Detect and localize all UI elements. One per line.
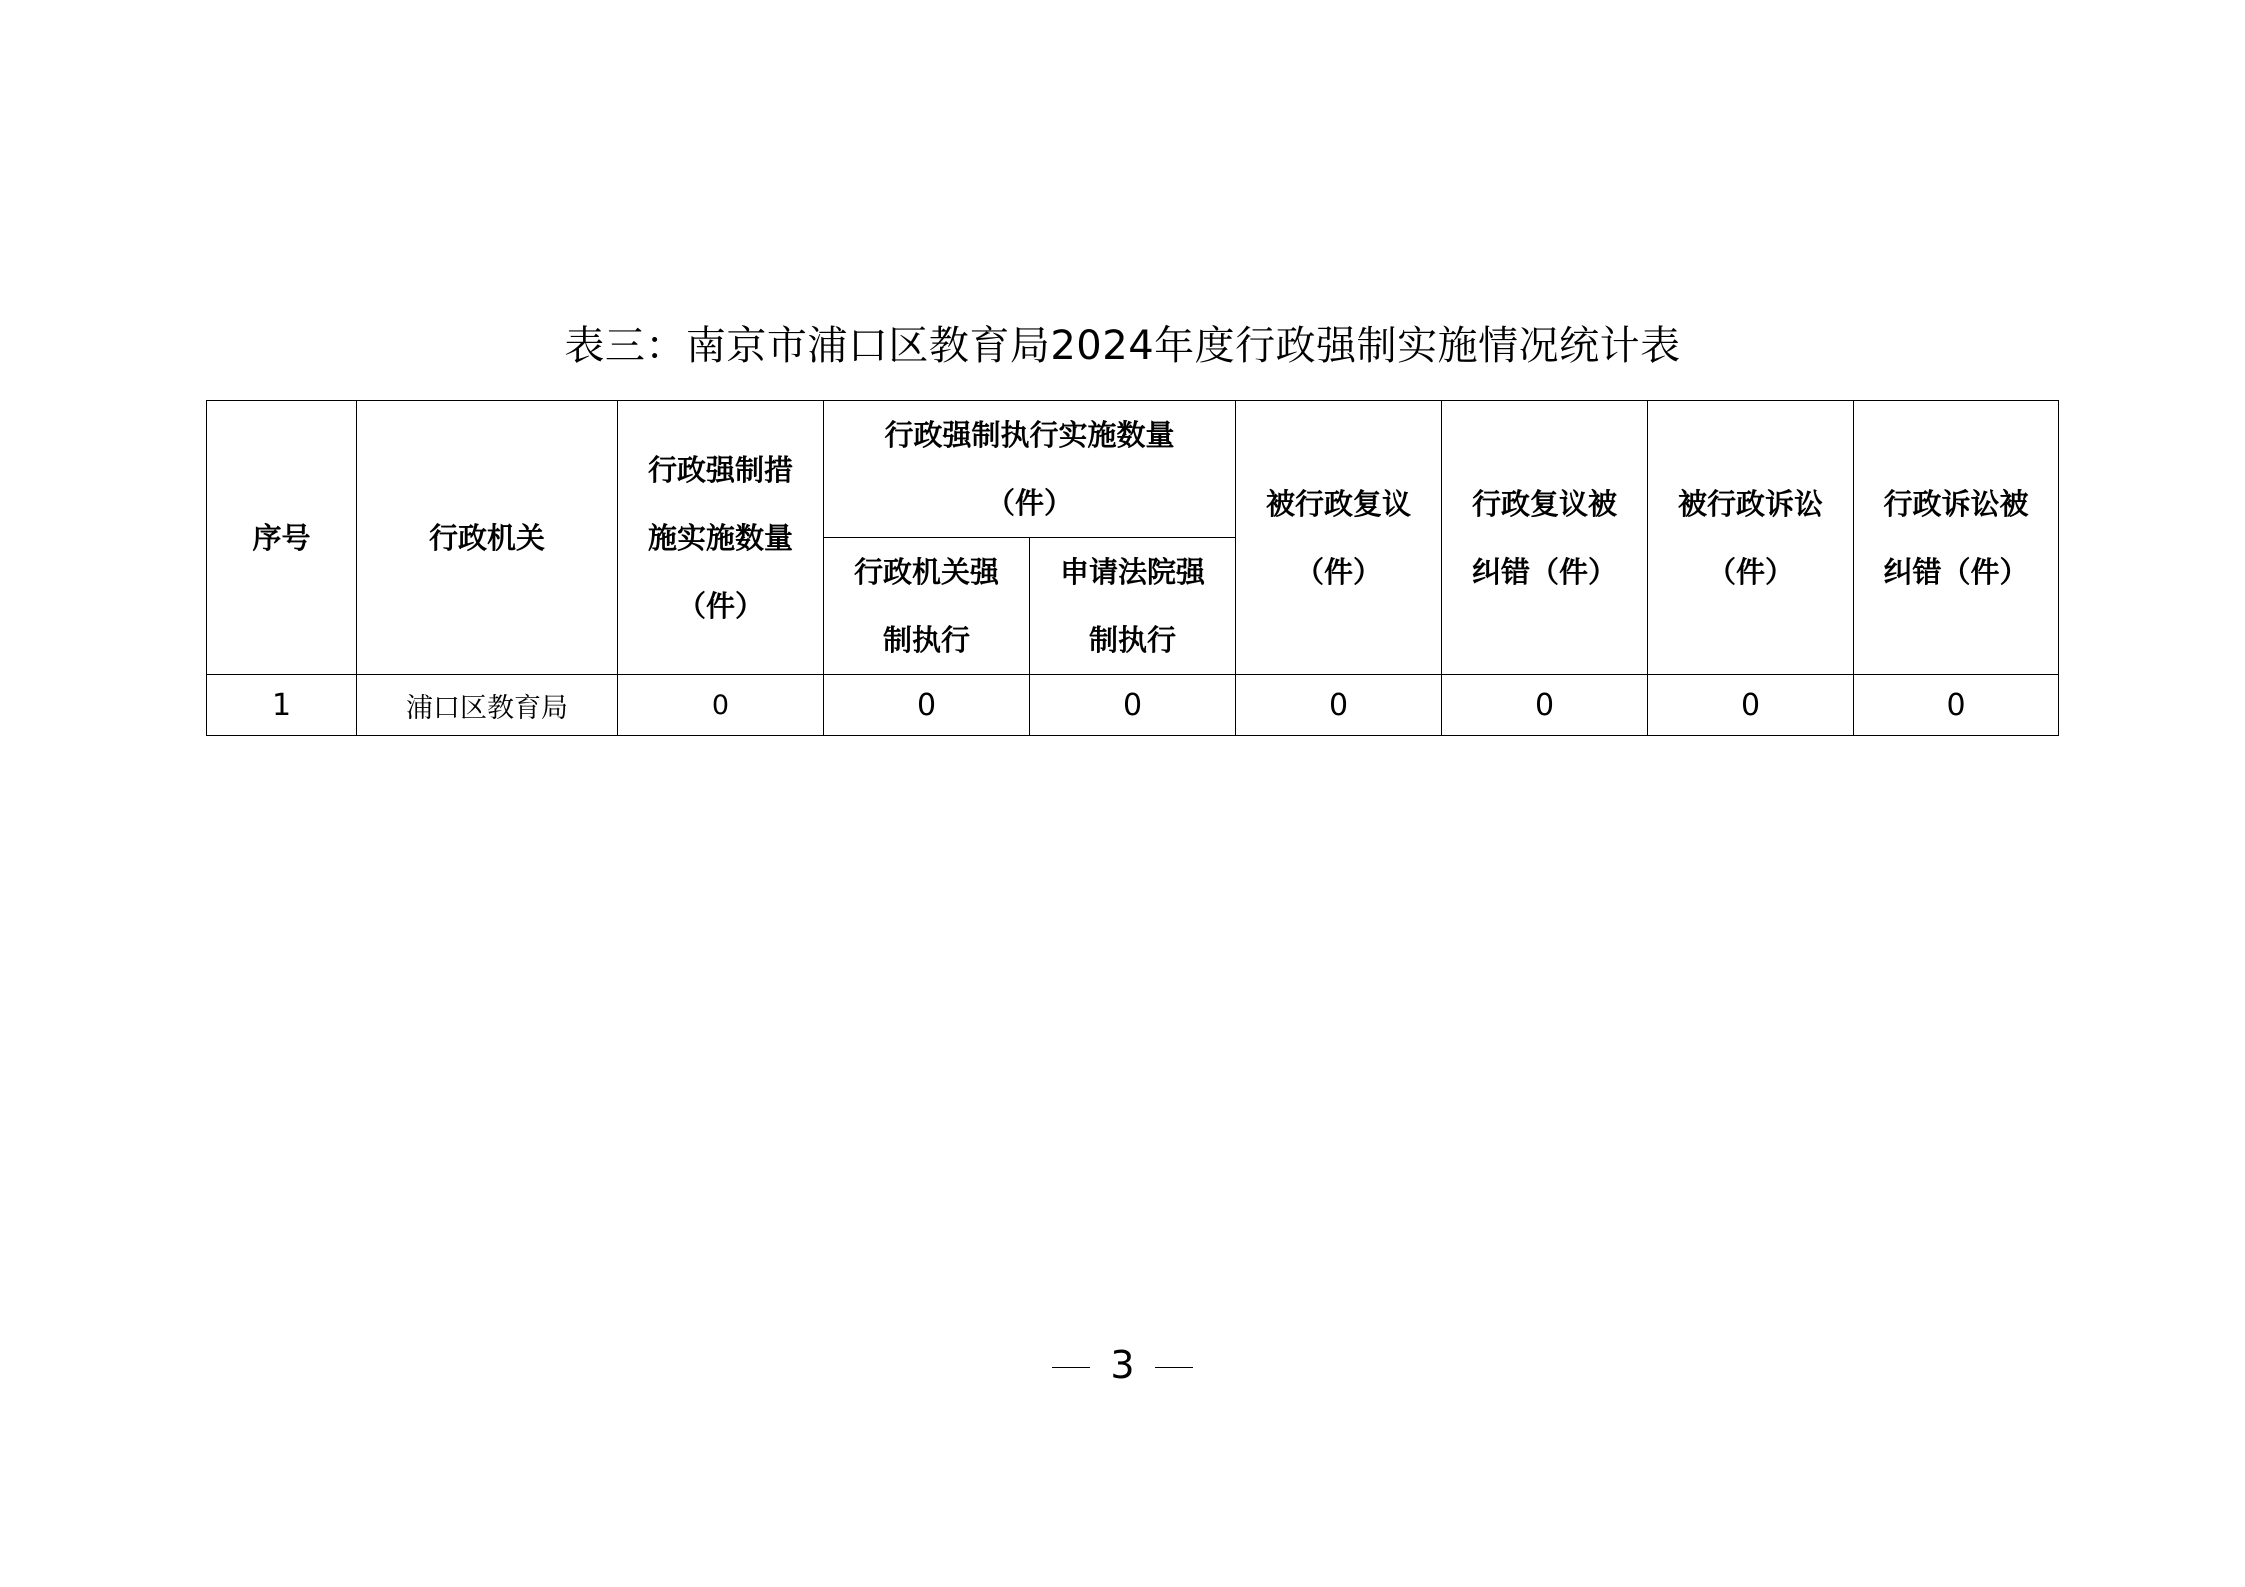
header-review-corrected-line2: 纠错（件）: [1472, 554, 1618, 589]
cell-review: 0: [1236, 675, 1442, 736]
header-measures-line2: 施实施数量: [647, 520, 793, 555]
cell-agency: 浦口区教育局: [357, 675, 618, 736]
statistics-table: [206, 400, 2059, 736]
cell-agency-execution: 0: [824, 675, 1030, 736]
cell-seq: 1: [207, 675, 357, 736]
page-number: [0, 1340, 2245, 1390]
header-agency: [357, 401, 618, 675]
header-litigation-corrected-line2: 纠错（件）: [1883, 554, 2029, 589]
header-review-line2: （件）: [1295, 554, 1383, 589]
header-row-top: [207, 401, 2059, 538]
header-litigation-corrected: [1854, 401, 2059, 675]
header-litigation-line1: 被行政诉讼: [1678, 486, 1824, 521]
header-court-execution: [1030, 538, 1236, 675]
header-litigation-line2: （件）: [1707, 554, 1795, 589]
header-litigation: [1648, 401, 1854, 675]
cell-measures: 0: [618, 675, 824, 736]
page-number-left-dash: [1052, 1367, 1090, 1368]
header-execution: [824, 401, 1236, 538]
header-review-line1: 被行政复议: [1266, 486, 1412, 521]
cell-review-corrected: 0: [1442, 675, 1648, 736]
header-agency-execution-line1: 行政机关强: [853, 555, 999, 589]
cell-litigation-corrected: 0: [1854, 675, 2059, 736]
header-review: [1236, 401, 1442, 675]
cell-court-execution: 0: [1030, 675, 1236, 736]
header-review-corrected-line1: 行政复议被: [1472, 486, 1618, 521]
header-measures-line1: 行政强制措: [647, 452, 793, 487]
page-number-value: 3: [1110, 1343, 1135, 1387]
header-agency-execution: [824, 538, 1030, 675]
cell-litigation: 0: [1648, 675, 1854, 736]
header-agency-execution-line2: 制执行: [882, 623, 970, 657]
header-execution-line1: 行政强制执行实施数量: [884, 418, 1175, 452]
header-court-execution-line2: 制执行: [1089, 623, 1177, 657]
header-measures: [618, 401, 824, 675]
header-agency-label: 行政机关: [428, 520, 545, 555]
table-row: [207, 675, 2059, 736]
header-execution-line2: （件）: [986, 486, 1074, 520]
header-seq: [207, 401, 357, 675]
page-number-right-dash: [1155, 1367, 1193, 1368]
header-review-corrected: [1442, 401, 1648, 675]
header-measures-line3: （件）: [676, 588, 764, 623]
header-seq-label: 序号: [252, 520, 311, 555]
header-litigation-corrected-line1: 行政诉讼被: [1883, 486, 2029, 521]
header-court-execution-line1: 申请法院强: [1060, 555, 1206, 589]
document-title: 表三：南京市浦口区教育局2024年度行政强制实施情况统计表: [564, 323, 1681, 369]
